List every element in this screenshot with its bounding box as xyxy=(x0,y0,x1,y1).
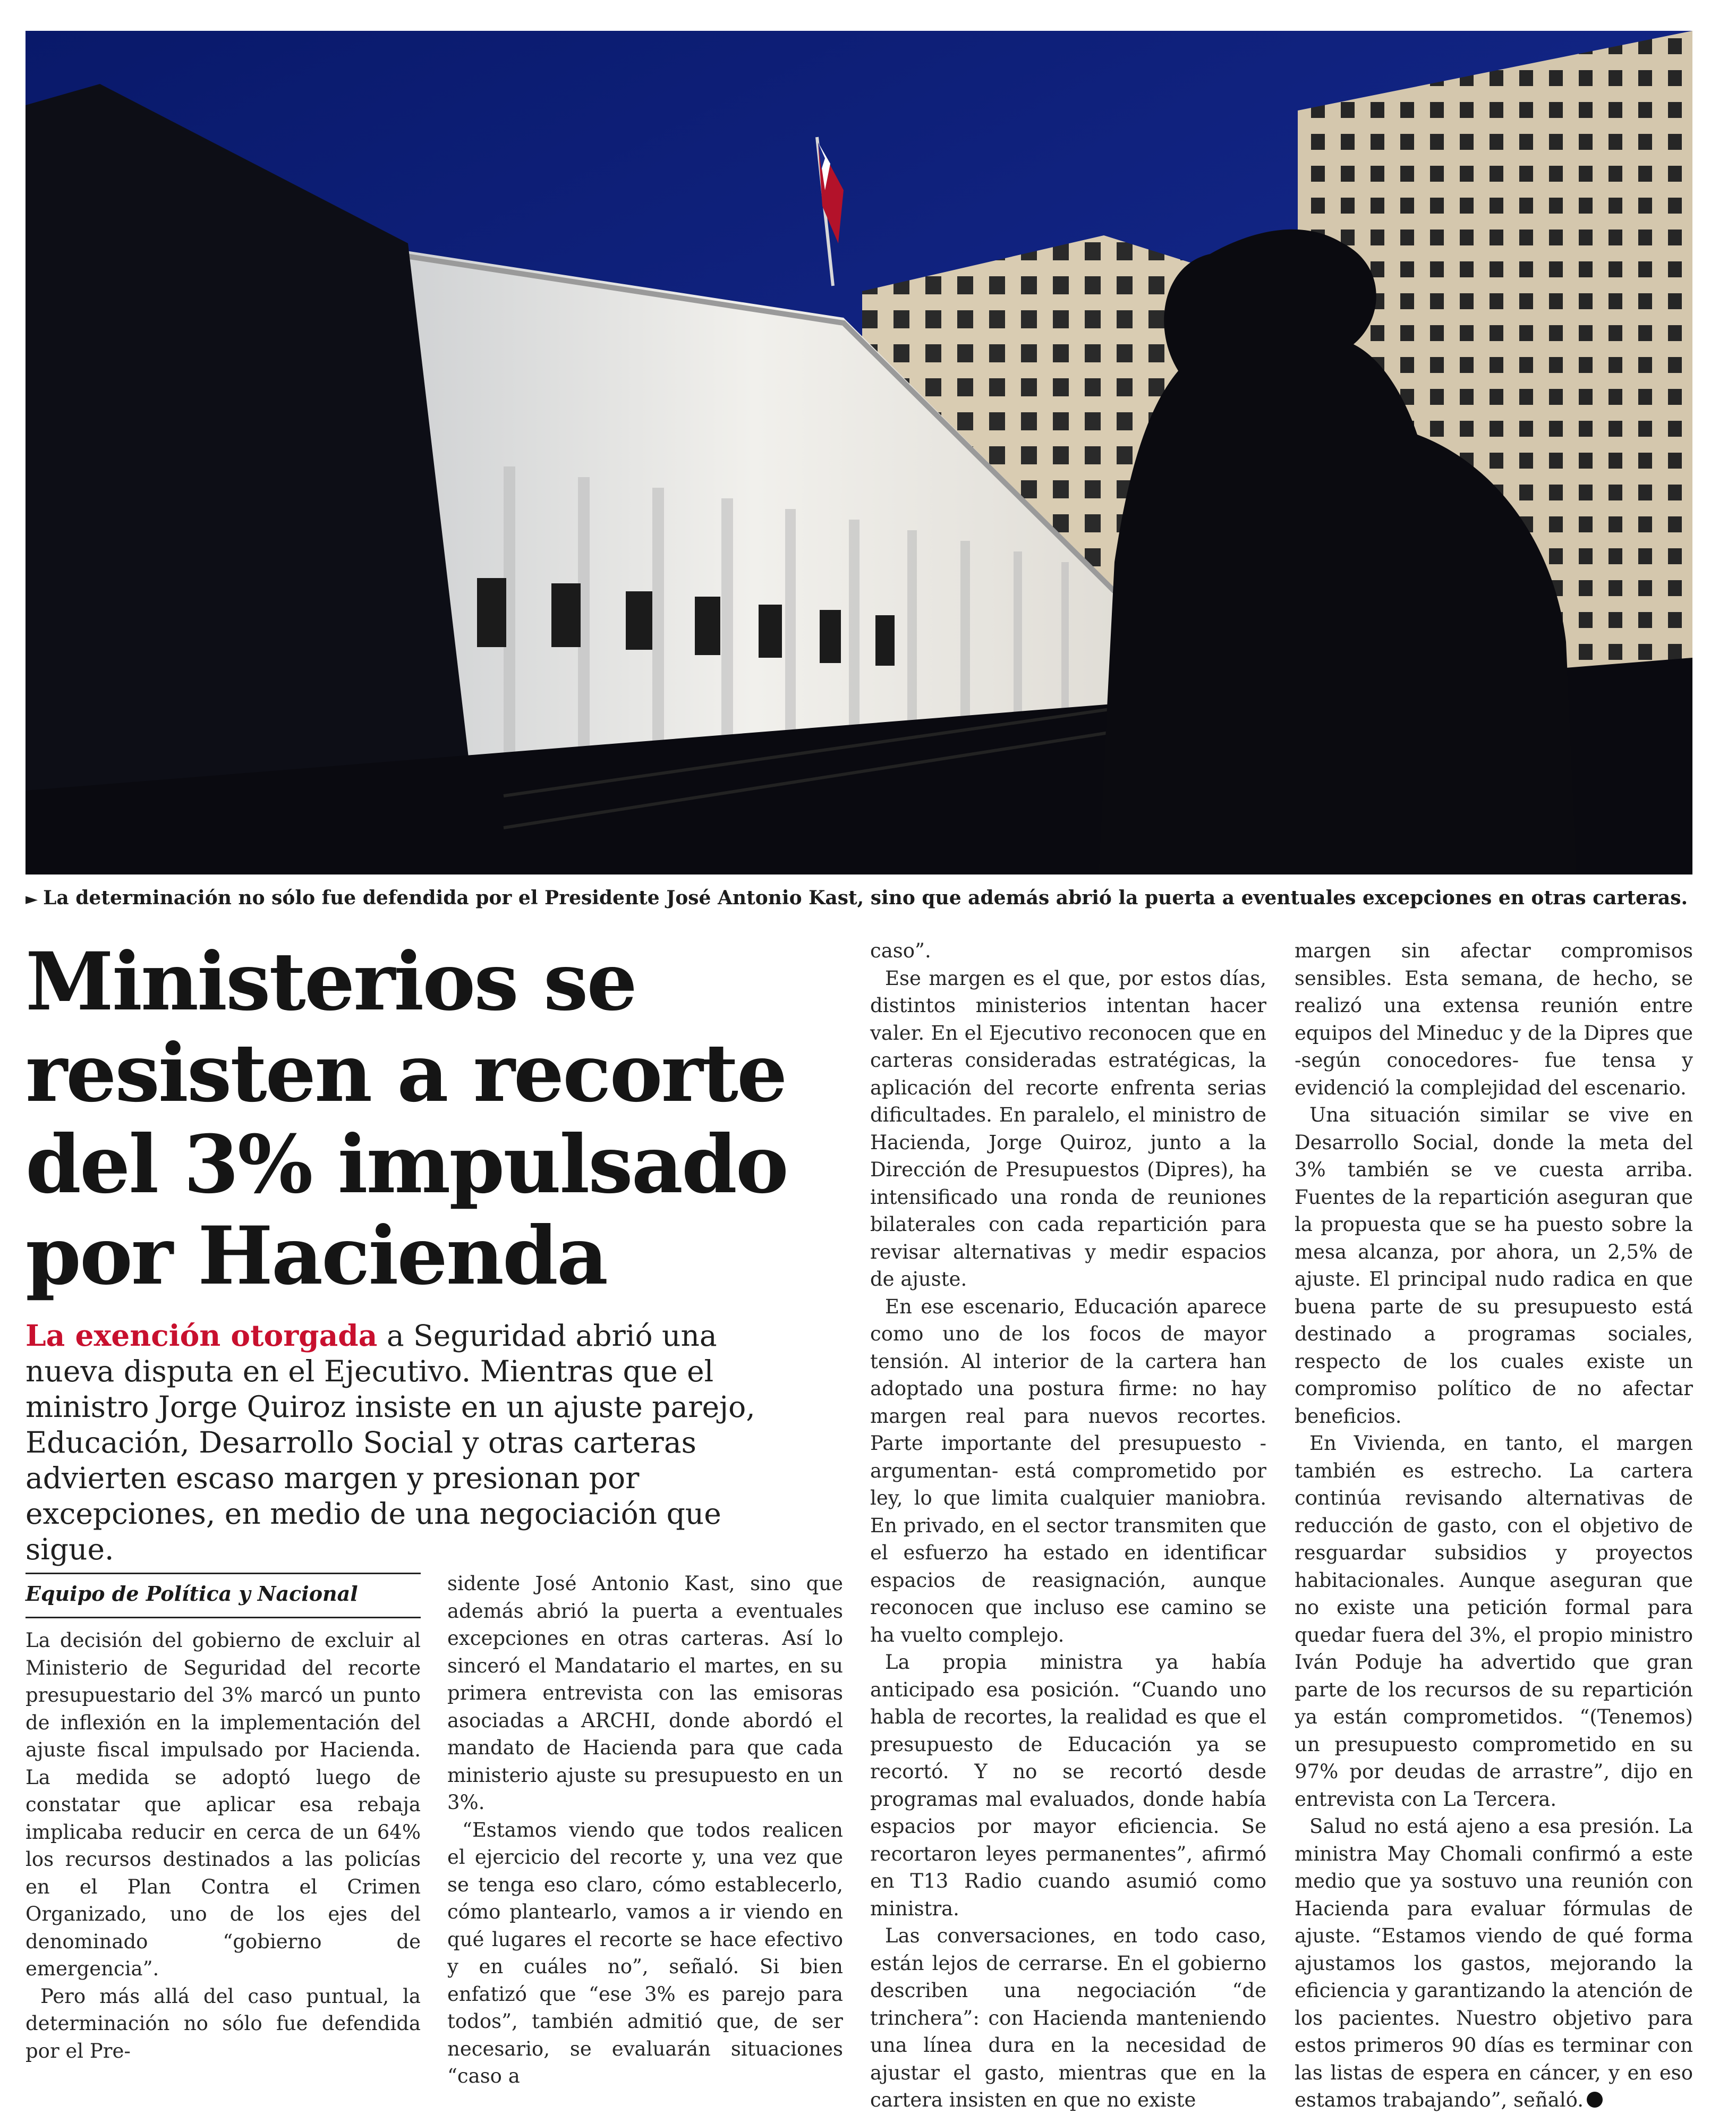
caption-arrow-icon: ► xyxy=(25,890,38,909)
paragraph: Pero más allá del caso puntual, la determinación no sólo fue defendida por el Pre- xyxy=(25,1984,421,2062)
paragraph: La decisión del gobierno de excluir al Ministerio de Seguridad del recorte presupuestario del 3% marcó un punto de inflexión en la implementación del ajuste fiscal impulsado por Hacienda. La medida se adoptó luego de constatar que aplicar esa rebaja implicaba reducir en cerca de un 64% los recursos destinados a las policías en el Plan Contra el Crimen Organizado, uno de los ejes del denominado “gobierno de emergencia”. xyxy=(25,1629,421,1980)
byline: Equipo de Política y Nacional xyxy=(25,1582,358,1606)
paragraph: En Vivienda, en tanto, el margen también es estrecho. La cartera continúa revisando alternativas de reducción de gasto, con el objetivo de resguardar subsidios y proyectos habitacionales. Aunque aseguran que no existe una petición formal para quedar fuera del 3%, el propio ministro Iván Poduje ha advertido que gran parte de los recursos de su repartición ya están comprometidos. “(Tenemos) un presupuesto comprometido en su 97% por deudas de arrastre”, dijo en entrevista con La Tercera. xyxy=(1295,1432,1693,1811)
paragraph: caso”. xyxy=(870,939,931,962)
paragraph: En ese escenario, Educación aparece como uno de los focos de mayor tensión. Al interior de la cartera han adoptado una postura firme: no hay margen real para nuevos recortes. Parte importante del presupuesto -argumentan- está comprometido por ley, lo que limita cualquier maniobra. En privado, en el sector transmiten que el esfuerzo ha estado en identificar espacios de reasignación, aunque reconocen que incluso ese camino se ha vuelto complejo. xyxy=(870,1295,1266,1646)
article-photo xyxy=(25,31,1692,875)
photo-caption xyxy=(25,883,1704,913)
paragraph: La propia ministra ya había anticipado esa posición. “Cuando uno habla de recortes, la realidad es que el presupuesto de Educación ya se recortó. Y no se recortó desde programas mal evaluados, donde había espacios por mayor eficiencia. Se recortaron leyes permanentes”, afirmó en T13 Radio cuando asumió como ministra. xyxy=(870,1651,1266,1920)
paragraph: “Estamos viendo que todos realicen el ejercicio del recorte y, una vez que se tenga eso claro, cómo establecerlo, cómo plantearlo, vamos a ir viendo en qué lugares el recorte se hace efectivo y en cuáles no”, señaló. Si bien enfatizó que “ese 3% es parejo para todos”, también admitió que, de ser necesario, se evaluarán situaciones “caso a xyxy=(447,1818,843,2087)
article-column-4 xyxy=(1295,937,1693,2114)
paragraph: sidente José Antonio Kast, sino que además abrió la puerta a eventuales excepciones en otras carteras. Así lo sinceró el Mandatario el martes, en su primera entrevista con las emisoras asociadas a ARCHI, donde abordó el mandato de Hacienda para que cada ministerio ajuste su presupuesto en un 3%. xyxy=(447,1572,843,1814)
photo-illustration xyxy=(25,31,1692,875)
article-column-1 xyxy=(25,1627,421,2065)
article-column-3 xyxy=(870,937,1266,2114)
caption-text: La determinación no sólo fue defendida por el Presidente José Antonio Kast, sino que además abrió la puerta a eventuales excepciones en otras carteras. xyxy=(43,887,1688,909)
paragraph: margen sin afectar compromisos sensibles. Esta semana, de hecho, se realizó una extensa reunión entre equipos del Mineduc y de la Dipres que -según conocedores- fue tensa y evidenció la complejidad del escenario. xyxy=(1295,939,1693,1099)
lede-text: a Seguridad abrió una nueva disputa en el Ejecutivo. Mientras que el ministro Jorge Quiroz insiste en un ajuste parejo, Educación, Desarrollo Social y otras carteras advierten escaso margen y presionan por excepciones, en medio de una negociación que sigue. xyxy=(25,1319,755,1566)
paragraph-final-text: Salud no está ajeno a esa presión. La ministra May Chomali confirmó a este medio que ya sostuvo una reunión con Hacienda para evaluar fórmulas de ajuste. “Estamos viendo de qué forma ajustamos los gastos, mejorando la eficiencia y garantizando la atención de los pacientes. Nuestro objetivo para estos primeros 90 días es terminar con las listas de espera en cáncer, y en eso estamos trabajando”, señaló. xyxy=(1295,1815,1693,2111)
article-column-2 xyxy=(447,1570,843,2090)
paragraph: Una situación similar se vive en Desarrollo Social, donde la meta del 3% también se ve cuesta arriba. Fuentes de la repartición aseguran que la propuesta que se ha puesto sobre la mesa alcanza, por ahora, un 2,5% de ajuste. El principal nudo radica en que buena parte de su presupuesto está destinado a programas sociales, respecto de los cuales existe un compromiso político de no afectar beneficios. xyxy=(1295,1103,1693,1428)
byline-block xyxy=(25,1573,421,1618)
headline: Ministerios se resisten a recorte del 3% impulsado por Hacienda xyxy=(25,935,787,1303)
lede xyxy=(25,1318,780,1567)
lede-lead-in: La exención otorgada xyxy=(25,1318,378,1353)
paragraph: Ese margen es el que, por estos días, distintos ministerios intentan hacer valer. En el Ejecutivo reconocen que en carteras consideradas estratégicas, la aplicación del recorte enfrenta serias dificultades. En paralelo, el ministro de Hacienda, Jorge Quiroz, junto a la Dirección de Presupuestos (Dipres), ha intensificado una ronda de reuniones bilaterales con cada repartición para revisar alternativas y medir espacios de ajuste. xyxy=(870,966,1266,1291)
paragraph: Las conversaciones, en todo caso, están lejos de cerrarse. En el gobierno describen una negociación “de trinchera”: con Hacienda manteniendo una línea dura en la necesidad de ajustar el gasto, mientras que en la cartera insisten en que no existe xyxy=(870,1924,1266,2111)
paragraph-final xyxy=(1295,1813,1693,2114)
end-mark-icon xyxy=(1587,2092,1603,2108)
